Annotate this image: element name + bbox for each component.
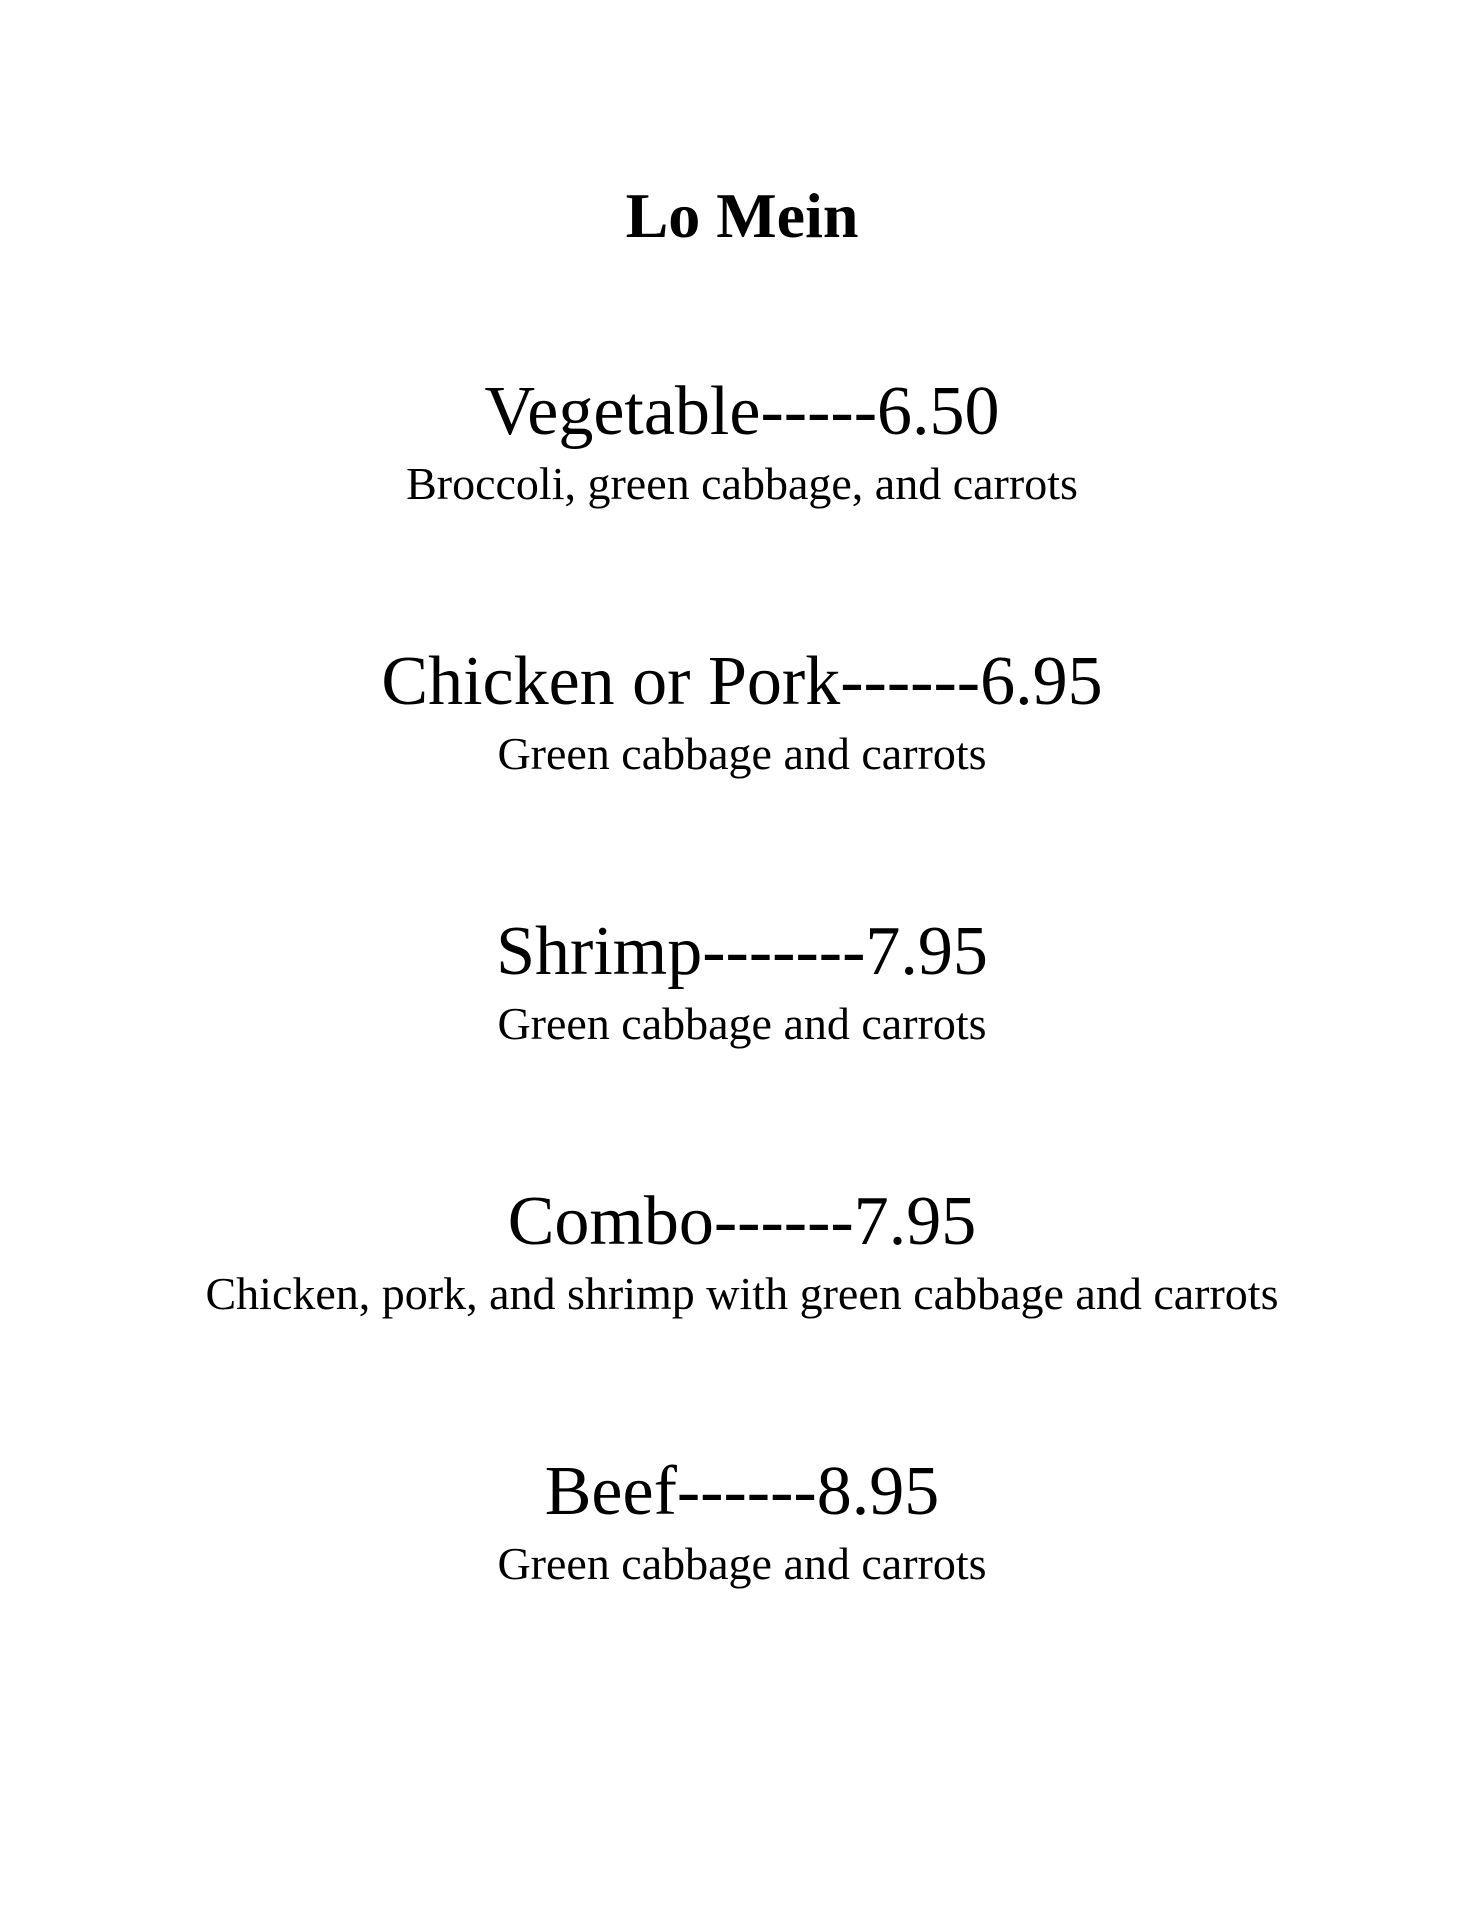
- menu-item-name: Shrimp-------7.95: [496, 913, 988, 990]
- menu-item-description: Green cabbage and carrots: [497, 998, 987, 1049]
- menu-item-vegetable: [0, 372, 1484, 512]
- menu-item-name: Chicken or Pork------6.95: [381, 643, 1103, 720]
- menu-item-description: Green cabbage and carrots: [497, 728, 987, 779]
- menu-item-beef: [0, 1452, 1484, 1592]
- menu-item-description: Chicken, pork, and shrimp with green cabbage and carrots: [205, 1268, 1279, 1319]
- menu-item-description: Green cabbage and carrots: [497, 1538, 987, 1589]
- menu-item-shrimp: [0, 912, 1484, 1052]
- menu-item-description: Broccoli, green cabbage, and carrots: [406, 458, 1078, 509]
- menu-item-chicken-or-pork: [0, 642, 1484, 782]
- menu-item-combo: [0, 1182, 1484, 1322]
- menu-item-name: Combo------7.95: [507, 1183, 977, 1260]
- menu-item-name: Beef------8.95: [544, 1453, 940, 1530]
- menu-title: Lo Mein: [625, 180, 859, 251]
- menu-item-name: Vegetable-----6.50: [484, 373, 1000, 450]
